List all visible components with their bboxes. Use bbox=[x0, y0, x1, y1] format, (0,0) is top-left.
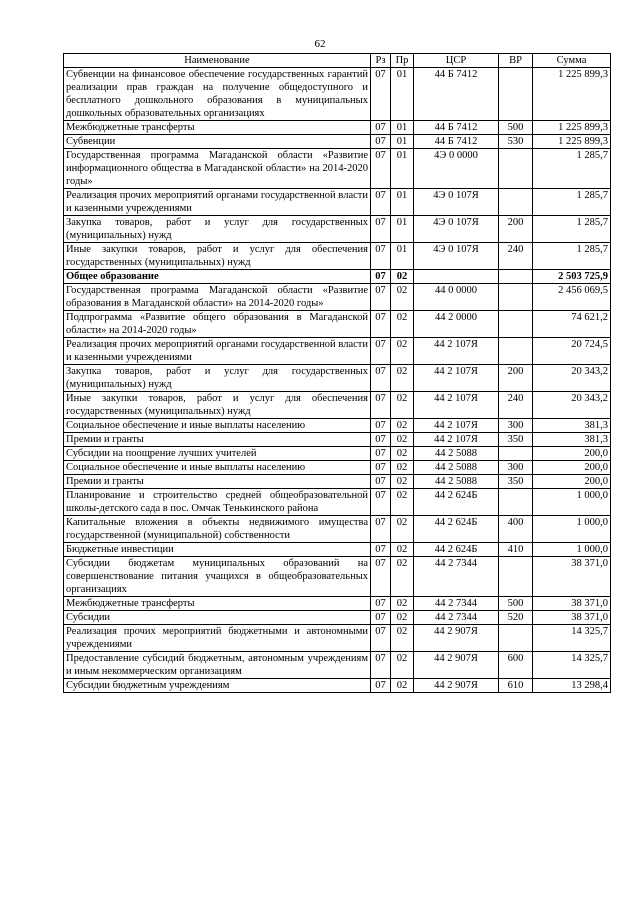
cell-name: Субсидии бюджетам муниципальных образований на совершенствование питания учащихся в общеобразовательных организациях bbox=[64, 557, 371, 597]
table-header-row bbox=[64, 54, 611, 68]
cell-rz: 07 bbox=[371, 311, 391, 338]
cell-pr: 02 bbox=[391, 270, 414, 284]
cell-vr: 200 bbox=[499, 216, 533, 243]
table-row bbox=[64, 625, 611, 652]
cell-vr bbox=[499, 338, 533, 365]
table-row bbox=[64, 489, 611, 516]
cell-name: Общее образование bbox=[64, 270, 371, 284]
cell-name: Субвенции bbox=[64, 135, 371, 149]
table-row bbox=[64, 611, 611, 625]
table-row bbox=[64, 516, 611, 543]
cell-pr: 02 bbox=[391, 625, 414, 652]
cell-csr: 44 2 7344 bbox=[414, 611, 499, 625]
cell-vr: 200 bbox=[499, 365, 533, 392]
cell-name: Субсидии бюджетным учреждениям bbox=[64, 679, 371, 693]
cell-vr bbox=[499, 149, 533, 189]
cell-vr bbox=[499, 270, 533, 284]
cell-sum: 381,3 bbox=[533, 433, 611, 447]
cell-name: Премии и гранты bbox=[64, 433, 371, 447]
cell-pr: 02 bbox=[391, 461, 414, 475]
cell-sum: 200,0 bbox=[533, 461, 611, 475]
cell-csr: 44 2 5088 bbox=[414, 447, 499, 461]
budget-table bbox=[63, 53, 611, 693]
cell-csr: 44 2 107Я bbox=[414, 433, 499, 447]
table-row bbox=[64, 189, 611, 216]
cell-rz: 07 bbox=[371, 679, 391, 693]
cell-pr: 02 bbox=[391, 338, 414, 365]
cell-name: Субсидии bbox=[64, 611, 371, 625]
table-row bbox=[64, 652, 611, 679]
cell-vr bbox=[499, 489, 533, 516]
cell-name: Реализация прочих мероприятий органами государственной власти и казенными учреждениями bbox=[64, 338, 371, 365]
cell-pr: 02 bbox=[391, 365, 414, 392]
cell-rz: 07 bbox=[371, 597, 391, 611]
cell-sum: 1 285,7 bbox=[533, 243, 611, 270]
cell-sum: 20 343,2 bbox=[533, 392, 611, 419]
cell-pr: 02 bbox=[391, 447, 414, 461]
cell-rz: 07 bbox=[371, 625, 391, 652]
cell-name: Социальное обеспечение и иные выплаты населению bbox=[64, 461, 371, 475]
cell-csr: 44 2 7344 bbox=[414, 557, 499, 597]
cell-sum: 1 000,0 bbox=[533, 516, 611, 543]
cell-sum: 1 225 899,3 bbox=[533, 68, 611, 121]
cell-sum: 1 000,0 bbox=[533, 543, 611, 557]
cell-csr: 44 2 107Я bbox=[414, 419, 499, 433]
cell-vr: 500 bbox=[499, 597, 533, 611]
cell-name: Субсидии на поощрение лучших учителей bbox=[64, 447, 371, 461]
cell-csr: 4Э 0 0000 bbox=[414, 149, 499, 189]
cell-vr: 400 bbox=[499, 516, 533, 543]
cell-pr: 02 bbox=[391, 419, 414, 433]
header-csr: ЦСР bbox=[414, 54, 499, 68]
cell-vr: 600 bbox=[499, 652, 533, 679]
table-row bbox=[64, 419, 611, 433]
cell-rz: 07 bbox=[371, 338, 391, 365]
cell-sum: 1 225 899,3 bbox=[533, 121, 611, 135]
cell-csr: 44 2 107Я bbox=[414, 338, 499, 365]
cell-pr: 02 bbox=[391, 543, 414, 557]
cell-csr: 44 2 624Б bbox=[414, 489, 499, 516]
cell-pr: 01 bbox=[391, 243, 414, 270]
cell-pr: 02 bbox=[391, 489, 414, 516]
cell-pr: 01 bbox=[391, 68, 414, 121]
cell-sum: 1 285,7 bbox=[533, 189, 611, 216]
cell-rz: 07 bbox=[371, 392, 391, 419]
cell-rz: 07 bbox=[371, 135, 391, 149]
cell-sum: 1 000,0 bbox=[533, 489, 611, 516]
cell-csr: 44 2 907Я bbox=[414, 652, 499, 679]
cell-sum: 1 285,7 bbox=[533, 149, 611, 189]
cell-pr: 02 bbox=[391, 611, 414, 625]
cell-rz: 07 bbox=[371, 243, 391, 270]
cell-sum: 2 503 725,9 bbox=[533, 270, 611, 284]
cell-csr: 44 2 107Я bbox=[414, 392, 499, 419]
cell-rz: 07 bbox=[371, 121, 391, 135]
cell-pr: 02 bbox=[391, 652, 414, 679]
cell-sum: 1 285,7 bbox=[533, 216, 611, 243]
cell-csr: 4Э 0 107Я bbox=[414, 243, 499, 270]
cell-rz: 07 bbox=[371, 365, 391, 392]
cell-vr bbox=[499, 311, 533, 338]
cell-name: Иные закупки товаров, работ и услуг для обеспечения государственных (муниципальных) нужд bbox=[64, 243, 371, 270]
table-row bbox=[64, 216, 611, 243]
cell-pr: 02 bbox=[391, 284, 414, 311]
cell-csr: 44 0 0000 bbox=[414, 284, 499, 311]
cell-csr bbox=[414, 270, 499, 284]
header-name: Наименование bbox=[64, 54, 371, 68]
cell-vr: 300 bbox=[499, 461, 533, 475]
table-row bbox=[64, 392, 611, 419]
cell-name: Предоставление субсидий бюджетным, автономным учреждениям и иным некоммерческим организациям bbox=[64, 652, 371, 679]
cell-rz: 07 bbox=[371, 68, 391, 121]
cell-csr: 44 2 7344 bbox=[414, 597, 499, 611]
cell-name: Субвенции на финансовое обеспечение государственных гарантий реализации прав граждан на получение общедоступного и бесплатного дошкольного образования в муниципальных дошкольных образовательных организациях bbox=[64, 68, 371, 121]
table-row bbox=[64, 135, 611, 149]
cell-rz: 07 bbox=[371, 489, 391, 516]
cell-name: Социальное обеспечение и иные выплаты населению bbox=[64, 419, 371, 433]
cell-rz: 07 bbox=[371, 447, 391, 461]
cell-sum: 20 343,2 bbox=[533, 365, 611, 392]
table-row bbox=[64, 461, 611, 475]
cell-vr bbox=[499, 447, 533, 461]
table-row bbox=[64, 338, 611, 365]
cell-name: Межбюджетные трансферты bbox=[64, 597, 371, 611]
cell-csr: 44 2 0000 bbox=[414, 311, 499, 338]
cell-sum: 1 225 899,3 bbox=[533, 135, 611, 149]
cell-name: Государственная программа Магаданской области «Развитие образования в Магаданской области» на 2014-2020 годы» bbox=[64, 284, 371, 311]
cell-csr: 44 2 907Я bbox=[414, 625, 499, 652]
table-row bbox=[64, 557, 611, 597]
cell-vr bbox=[499, 557, 533, 597]
cell-csr: 44 2 624Б bbox=[414, 543, 499, 557]
cell-pr: 02 bbox=[391, 679, 414, 693]
cell-vr: 530 bbox=[499, 135, 533, 149]
header-vr: ВР bbox=[499, 54, 533, 68]
table-row bbox=[64, 270, 611, 284]
header-sum: Сумма bbox=[533, 54, 611, 68]
cell-name: Межбюджетные трансферты bbox=[64, 121, 371, 135]
cell-sum: 13 298,4 bbox=[533, 679, 611, 693]
cell-vr: 350 bbox=[499, 475, 533, 489]
cell-vr: 610 bbox=[499, 679, 533, 693]
cell-rz: 07 bbox=[371, 652, 391, 679]
cell-rz: 07 bbox=[371, 433, 391, 447]
cell-sum: 74 621,2 bbox=[533, 311, 611, 338]
cell-sum: 14 325,7 bbox=[533, 652, 611, 679]
table-row bbox=[64, 543, 611, 557]
cell-rz: 07 bbox=[371, 475, 391, 489]
cell-rz: 07 bbox=[371, 543, 391, 557]
cell-vr: 520 bbox=[499, 611, 533, 625]
cell-name: Иные закупки товаров, работ и услуг для обеспечения государственных (муниципальных) нужд bbox=[64, 392, 371, 419]
table-row bbox=[64, 365, 611, 392]
cell-sum: 200,0 bbox=[533, 447, 611, 461]
cell-name: Реализация прочих мероприятий органами государственной власти и казенными учреждениями bbox=[64, 189, 371, 216]
cell-pr: 02 bbox=[391, 433, 414, 447]
cell-rz: 07 bbox=[371, 611, 391, 625]
cell-name: Подпрограмма «Развитие общего образования в Магаданской области» на 2014-2020 годы» bbox=[64, 311, 371, 338]
cell-sum: 14 325,7 bbox=[533, 625, 611, 652]
table-body bbox=[64, 68, 611, 693]
cell-rz: 07 bbox=[371, 216, 391, 243]
cell-sum: 381,3 bbox=[533, 419, 611, 433]
cell-rz: 07 bbox=[371, 270, 391, 284]
cell-vr: 240 bbox=[499, 392, 533, 419]
cell-rz: 07 bbox=[371, 557, 391, 597]
cell-csr: 44 2 5088 bbox=[414, 475, 499, 489]
cell-vr bbox=[499, 189, 533, 216]
cell-name: Премии и гранты bbox=[64, 475, 371, 489]
cell-rz: 07 bbox=[371, 189, 391, 216]
cell-pr: 02 bbox=[391, 597, 414, 611]
table-row bbox=[64, 284, 611, 311]
header-rz: Рз bbox=[371, 54, 391, 68]
cell-vr: 500 bbox=[499, 121, 533, 135]
cell-pr: 01 bbox=[391, 216, 414, 243]
table-row bbox=[64, 433, 611, 447]
cell-sum: 38 371,0 bbox=[533, 611, 611, 625]
cell-csr: 44 Б 7412 bbox=[414, 135, 499, 149]
cell-pr: 02 bbox=[391, 557, 414, 597]
table-row bbox=[64, 311, 611, 338]
cell-pr: 02 bbox=[391, 516, 414, 543]
cell-rz: 07 bbox=[371, 419, 391, 433]
cell-vr: 300 bbox=[499, 419, 533, 433]
cell-vr: 410 bbox=[499, 543, 533, 557]
cell-vr bbox=[499, 625, 533, 652]
cell-name: Закупка товаров, работ и услуг для государственных (муниципальных) нужд bbox=[64, 216, 371, 243]
page-number: 62 bbox=[314, 38, 326, 50]
cell-sum: 20 724,5 bbox=[533, 338, 611, 365]
cell-vr: 350 bbox=[499, 433, 533, 447]
cell-csr: 44 2 907Я bbox=[414, 679, 499, 693]
table-row bbox=[64, 475, 611, 489]
cell-csr: 44 2 5088 bbox=[414, 461, 499, 475]
cell-pr: 01 bbox=[391, 149, 414, 189]
cell-pr: 01 bbox=[391, 135, 414, 149]
cell-rz: 07 bbox=[371, 516, 391, 543]
cell-name: Реализация прочих мероприятий бюджетными и автономными учреждениями bbox=[64, 625, 371, 652]
cell-rz: 07 bbox=[371, 461, 391, 475]
cell-pr: 01 bbox=[391, 121, 414, 135]
cell-csr: 4Э 0 107Я bbox=[414, 216, 499, 243]
cell-csr: 44 2 624Б bbox=[414, 516, 499, 543]
table-row bbox=[64, 68, 611, 121]
table-row bbox=[64, 679, 611, 693]
table-row bbox=[64, 447, 611, 461]
cell-pr: 02 bbox=[391, 475, 414, 489]
cell-pr: 01 bbox=[391, 189, 414, 216]
cell-name: Бюджетные инвестиции bbox=[64, 543, 371, 557]
cell-csr: 44 Б 7412 bbox=[414, 121, 499, 135]
cell-vr: 240 bbox=[499, 243, 533, 270]
header-pr: Пр bbox=[391, 54, 414, 68]
table-row bbox=[64, 149, 611, 189]
cell-name: Закупка товаров, работ и услуг для государственных (муниципальных) нужд bbox=[64, 365, 371, 392]
table-row bbox=[64, 121, 611, 135]
cell-csr: 44 Б 7412 bbox=[414, 68, 499, 121]
cell-sum: 38 371,0 bbox=[533, 557, 611, 597]
cell-sum: 38 371,0 bbox=[533, 597, 611, 611]
cell-name: Планирование и строительство средней общеобразовательной школы-детского сада в пос. Омчак Тенькинского района bbox=[64, 489, 371, 516]
cell-rz: 07 bbox=[371, 284, 391, 311]
cell-csr: 4Э 0 107Я bbox=[414, 189, 499, 216]
cell-vr bbox=[499, 68, 533, 121]
table-row bbox=[64, 243, 611, 270]
cell-csr: 44 2 107Я bbox=[414, 365, 499, 392]
cell-vr bbox=[499, 284, 533, 311]
cell-rz: 07 bbox=[371, 149, 391, 189]
table-row bbox=[64, 597, 611, 611]
cell-name: Государственная программа Магаданской области «Развитие информационного общества в Магаданской области» на 2014-2020 годы» bbox=[64, 149, 371, 189]
cell-pr: 02 bbox=[391, 311, 414, 338]
cell-sum: 2 456 069,5 bbox=[533, 284, 611, 311]
cell-pr: 02 bbox=[391, 392, 414, 419]
cell-name: Капитальные вложения в объекты недвижимого имущества государственной (муниципальной) собственности bbox=[64, 516, 371, 543]
cell-sum: 200,0 bbox=[533, 475, 611, 489]
